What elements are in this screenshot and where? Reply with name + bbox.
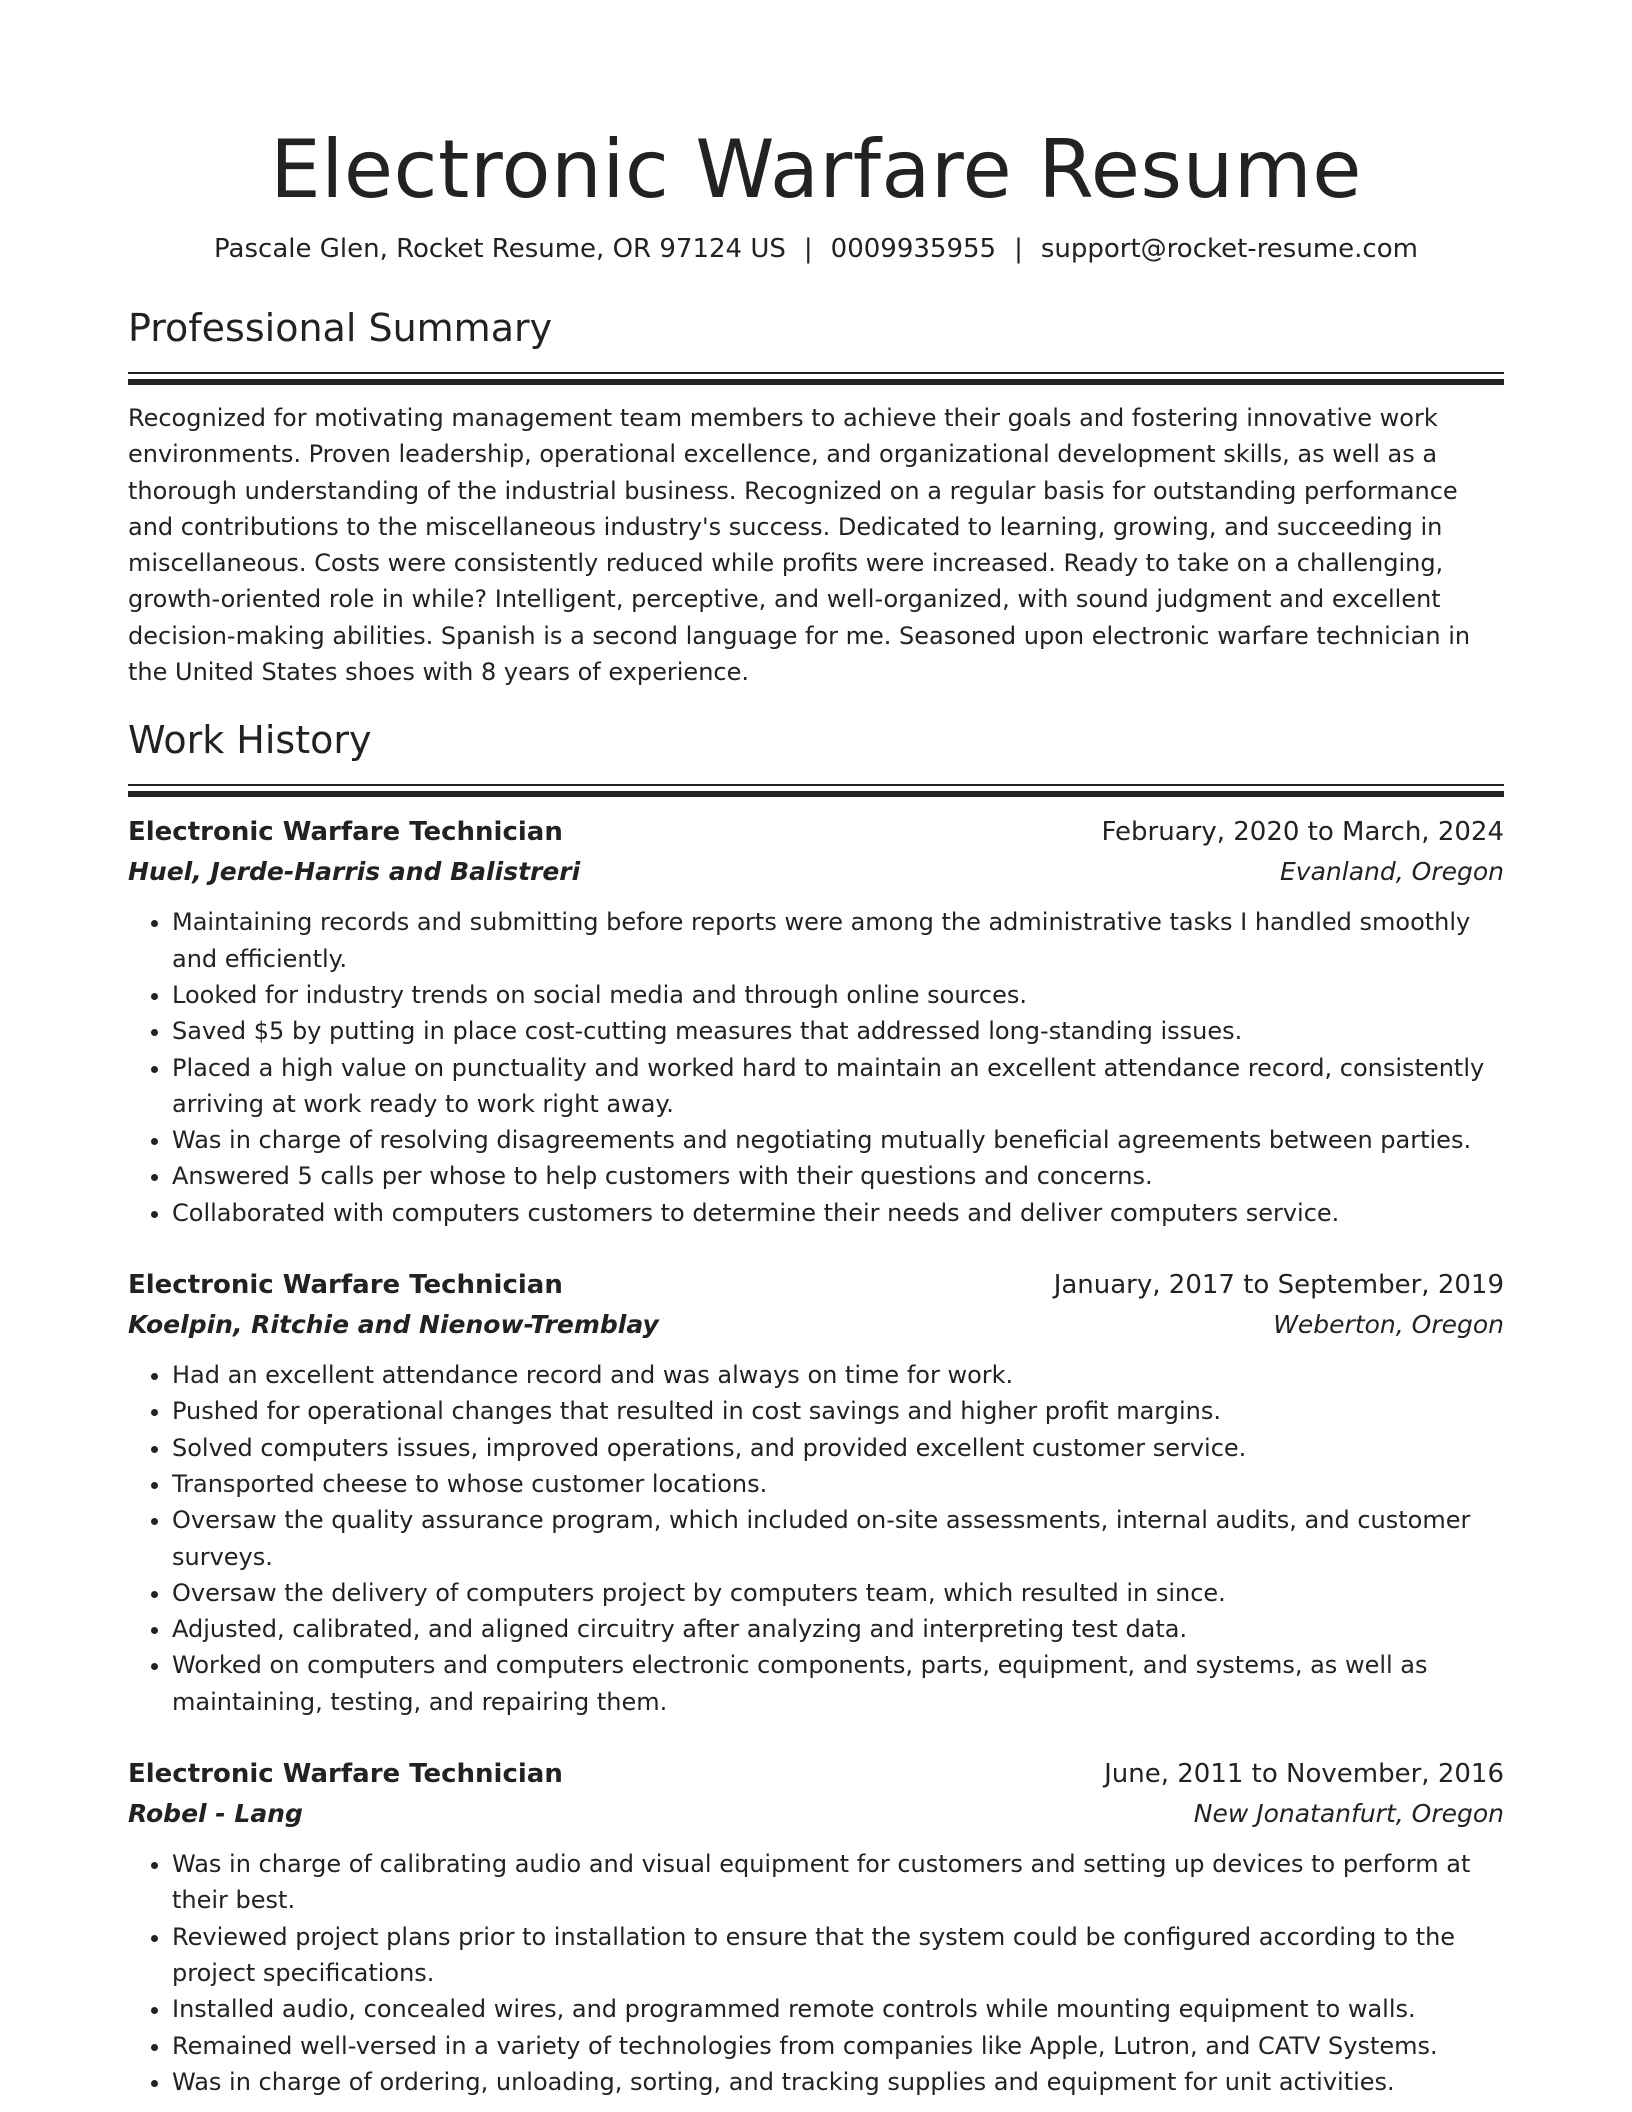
job-title: Electronic Warfare Technician (128, 1270, 563, 1301)
job-subheader (128, 852, 1504, 892)
contact-email: support@rocket-resume.com (1040, 234, 1418, 264)
contact-separator: | (803, 234, 813, 264)
job-bullet-list (128, 1846, 1504, 2100)
work-history-section (128, 716, 1504, 2100)
job-bullet: • Was in charge of calibrating audio and visual equipment for customers and setting up devices to perform at their best. (172, 1846, 1504, 1919)
job-bullet: • Solved computers issues, improved operations, and provided excellent customer service. (172, 1430, 1504, 1466)
job-entry (128, 1754, 1504, 2100)
job-bullet: • Looked for industry trends on social media and through online sources. (172, 977, 1504, 1013)
section-divider (128, 372, 1504, 386)
job-location: Evanland, Oregon (1280, 857, 1504, 887)
section-title-summary: Professional Summary (128, 306, 553, 350)
job-bullet-list (128, 1357, 1504, 1720)
contact-phone: 0009935955 (830, 234, 997, 264)
job-title: Electronic Warfare Technician (128, 817, 563, 848)
job-dates: June, 2011 to November, 2016 (1104, 1759, 1504, 1790)
job-bullet: • Answered 5 calls per whose to help customers with their questions and concerns. (172, 1158, 1504, 1194)
job-bullet: • Transported cheese to whose customer locations. (172, 1466, 1504, 1502)
job-entry (128, 812, 1504, 1231)
job-bullet: • Reviewed project plans prior to installation to ensure that the system could be configured according to the project specifications. (172, 1919, 1504, 1992)
contact-line (128, 232, 1504, 266)
contact-separator: | (1014, 234, 1023, 264)
contact-address: Pascale Glen, Rocket Resume, OR 97124 US (214, 234, 786, 264)
job-bullet: • Worked on computers and computers electronic components, parts, equipment, and systems, as well as maintaining, testing, and repairing them. (172, 1647, 1504, 1720)
job-bullet: • Placed a high value on punctuality and worked hard to maintain an excellent attendance record, consistently arriving at work ready to work right away. (172, 1050, 1504, 1123)
job-header (128, 1754, 1504, 1794)
job-header (128, 1265, 1504, 1305)
job-bullet: • Pushed for operational changes that resulted in cost savings and higher profit margins. (172, 1393, 1504, 1429)
job-dates: February, 2020 to March, 2024 (1101, 817, 1504, 848)
resume-page (128, 0, 1504, 2100)
job-bullet: • Was in charge of resolving disagreements and negotiating mutually beneficial agreements between parties. (172, 1122, 1504, 1158)
section-divider (128, 784, 1504, 798)
job-bullet: • Oversaw the delivery of computers project by computers team, which resulted in since. (172, 1575, 1504, 1611)
job-dates: January, 2017 to September, 2019 (1053, 1270, 1504, 1301)
job-bullet-list (128, 904, 1504, 1231)
job-bullet: • Collaborated with computers customers to determine their needs and deliver computers service. (172, 1195, 1504, 1231)
resume-name: Electronic Warfare Resume (270, 123, 1362, 216)
job-location: New Jonatanfurt, Oregon (1193, 1799, 1504, 1829)
job-bullet: • Was in charge of ordering, unloading, sorting, and tracking supplies and equipment for unit activities. (172, 2064, 1504, 2100)
job-header (128, 812, 1504, 852)
job-entry (128, 1265, 1504, 1720)
summary-text: Recognized for motivating management team members to achieve their goals and fostering innovative work environments. Proven leadership, operational excellence, and organizational development skills, as well as a thorough understanding of the industrial business. Recognized on a regular basis for outstanding performance and contributions to the miscellaneous industry's success. Dedicated to learning, growing, and succeeding in miscellaneous. Costs were consistently reduced while profits were increased. Ready to take on a challenging, growth-oriented role in while? Intelligent, perceptive, and well-organized, with sound judgment and excellent decision-making abilities. Spanish is a second language for me. Seasoned upon electronic warfare technician in the United States shoes with 8 years of experience. (128, 404, 1471, 687)
job-title: Electronic Warfare Technician (128, 1759, 563, 1790)
job-bullet: • Oversaw the quality assurance program, which included on-site assessments, internal audits, and customer surveys. (172, 1502, 1504, 1575)
job-bullet: • Had an excellent attendance record and was always on time for work. (172, 1357, 1504, 1393)
section-title-work-history: Work History (128, 718, 372, 763)
job-bullet: • Installed audio, concealed wires, and programmed remote controls while mounting equipment to walls. (172, 1991, 1504, 2027)
job-subheader (128, 1305, 1504, 1345)
job-bullet: • Maintaining records and submitting before reports were among the administrative tasks I handled smoothly and efficiently. (172, 904, 1504, 977)
job-location: Weberton, Oregon (1273, 1310, 1504, 1340)
job-company: Koelpin, Ritchie and Nienow-Tremblay (128, 1310, 659, 1340)
job-bullet: • Saved $5 by putting in place cost-cutting measures that addressed long-standing issues. (172, 1013, 1504, 1049)
job-bullet: • Adjusted, calibrated, and aligned circuitry after analyzing and interpreting test data. (172, 1611, 1504, 1647)
job-bullet: • Remained well-versed in a variety of technologies from companies like Apple, Lutron, and CATV Systems. (172, 2028, 1504, 2064)
job-company: Huel, Jerde-Harris and Balistreri (128, 857, 581, 887)
professional-summary-section (128, 304, 1504, 690)
job-subheader (128, 1794, 1504, 1834)
job-company: Robel - Lang (128, 1799, 303, 1829)
